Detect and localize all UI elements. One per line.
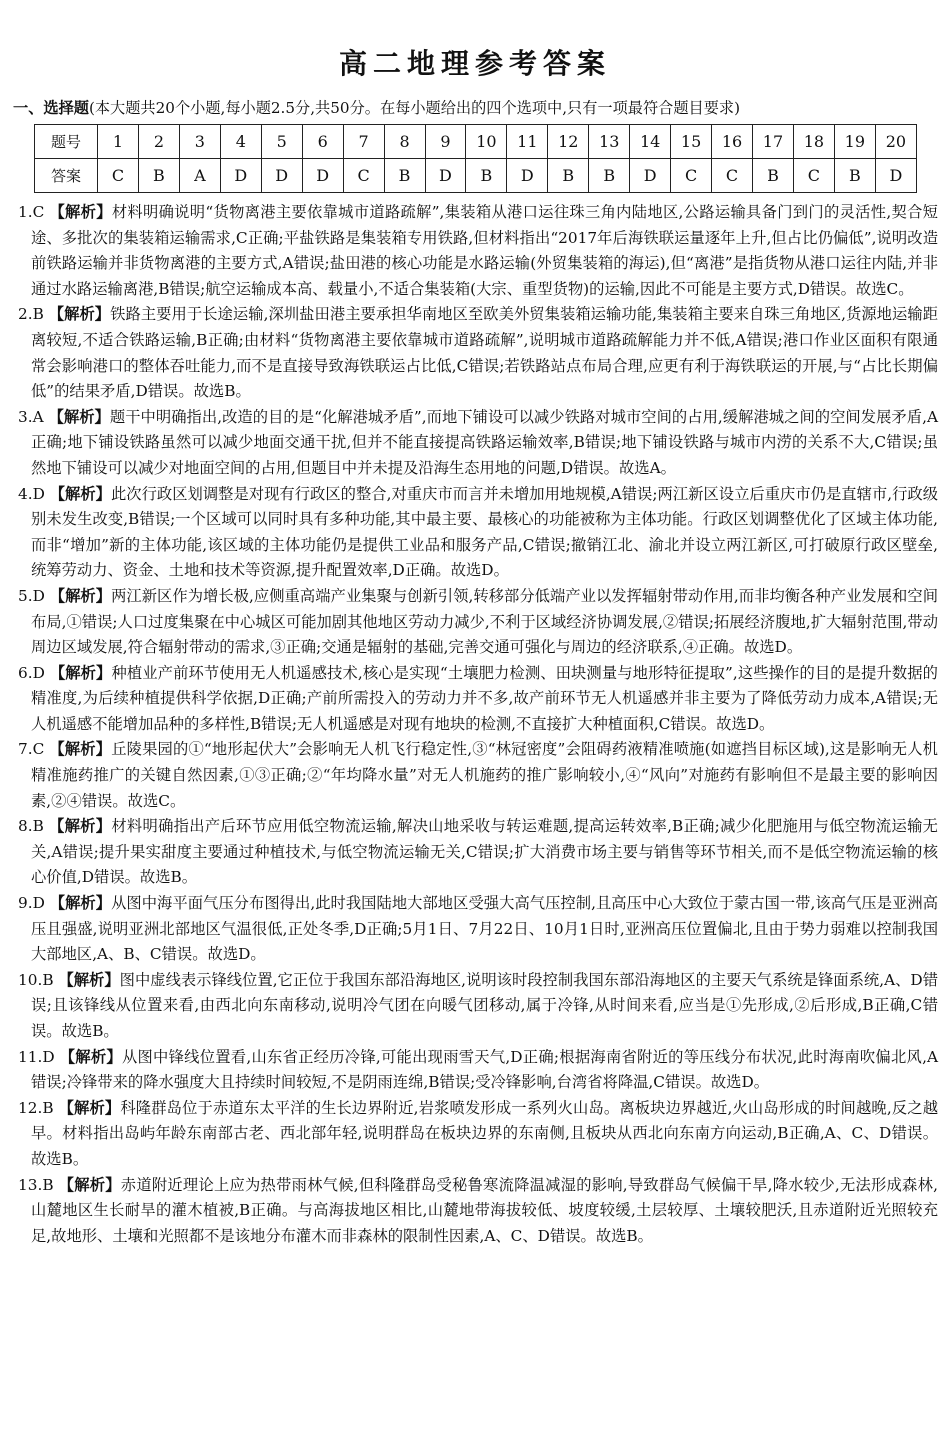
- analysis-tag: 【解析】: [48, 407, 110, 426]
- answer-cell: D: [507, 159, 548, 193]
- item-number: 8.B: [18, 817, 44, 836]
- answer-cell: B: [384, 159, 425, 193]
- row-header-number: 题号: [35, 125, 98, 159]
- answer-cell: C: [712, 159, 753, 193]
- answer-cell: D: [425, 159, 466, 193]
- explanations-list: [18, 200, 938, 1249]
- answer-cell: B: [834, 159, 875, 193]
- item-number: 7.C: [18, 740, 45, 759]
- explanation-item: [18, 584, 938, 661]
- explanation-item: [18, 737, 938, 814]
- answer-cell: D: [302, 159, 343, 193]
- answer-cell: C: [671, 159, 712, 193]
- question-number-row: [35, 125, 917, 159]
- item-number: 2.B: [18, 305, 44, 324]
- item-text: 从图中锋线位置看,山东省正经历冷锋,可能出现雨雪天气,D正确;根据海南省附近的等压线分布状况,此时海南吹偏北风,A错误;冷锋带来的降水强度大且持续时间较短,不是阴雨连绵,B错误;受冷锋影响,台湾省将降温,C错误。故选D。: [31, 1047, 938, 1092]
- question-number-cell: 7: [343, 125, 384, 159]
- question-number-cell: 15: [671, 125, 712, 159]
- item-number: 13.B: [18, 1175, 54, 1194]
- item-text: 图中虚线表示锋线位置,它正位于我国东部沿海地区,说明该时段控制我国东部沿海地区的主要天气系统是锋面系统,A、D错误;且该锋线从位置来看,由西北向东南移动,说明冷气团在向暖气团移动,属于冷锋,从时间来看,应当是①先形成,②后形成,B正确,C错误。故选B。: [31, 970, 938, 1040]
- explanation-item: [18, 482, 938, 584]
- item-number: 12.B: [18, 1098, 54, 1117]
- question-number-cell: 9: [425, 125, 466, 159]
- section-note: (本大题共20个小题,每小题2.5分,共50分。在每小题给出的四个选项中,只有一项最符合题目要求): [88, 99, 741, 117]
- explanation-item: [18, 1096, 938, 1173]
- answer-cell: C: [98, 159, 139, 193]
- row-header-answer: 答案: [35, 159, 98, 193]
- answer-cell: A: [179, 159, 220, 193]
- page-title: 高二地理参考答案: [338, 47, 611, 80]
- answer-cell: C: [793, 159, 834, 193]
- question-number-cell: 16: [712, 125, 753, 159]
- explanation-item: [18, 302, 938, 404]
- item-number: 10.B: [18, 970, 54, 989]
- explanation-item: [18, 1045, 938, 1096]
- item-number: 5.D: [18, 586, 45, 605]
- analysis-tag: 【解析】: [49, 586, 112, 605]
- explanation-item: [18, 661, 938, 738]
- analysis-tag: 【解析】: [58, 1098, 121, 1117]
- answer-cell: B: [753, 159, 794, 193]
- analysis-tag: 【解析】: [48, 305, 111, 324]
- question-number-cell: 2: [138, 125, 179, 159]
- question-number-cell: 17: [753, 125, 794, 159]
- question-number-cell: 11: [507, 125, 548, 159]
- explanation-item: [18, 405, 938, 482]
- item-text: 两江新区作为增长极,应侧重高端产业集聚与创新引领,转移部分低端产业以发挥辐射带动作用,而非均衡各种产业发展和空间布局,①错误;人口过度集聚在中心城区可能加剧其他地区劳动力减少,不利于区域经济协调发展,②错误;拓展经济腹地,扩大辐射范围,带动周边区域发展,符合辐射带动的需求,③正确;交通是辐射的基础,完善交通可强化与周边的经济联系,④正确。故选D。: [31, 586, 938, 657]
- analysis-tag: 【解析】: [58, 1175, 121, 1194]
- item-text: 铁路主要用于长途运输,深圳盐田港主要承担华南地区至欧美外贸集装箱运输功能,集装箱主要来自珠三角地区,货源地运输距离较短,不适合铁路运输,B正确;由材料“货物离港主要依靠城市道路疏解”,说明城市道路疏解能力并不低,A错误;港口作业区面积有限通常会影响港口的整体吞吐能力,而不是直接导致海铁联运占比低,C错误;若铁路站点布局合理,应更有利于海铁联运的开展,与“占比长期偏低”的结果矛盾,D错误。故选B。: [31, 305, 938, 401]
- answer-cell: C: [343, 159, 384, 193]
- item-text: 丘陵果园的①“地形起伏大”会影响无人机飞行稳定性,③“林冠密度”会阻碍药液精准喷施(如遮挡目标区域),这是影响无人机精准施药推广的关键自然因素,①③正确;②“年均降水量”对无人机施药的推广影响较小,④“风向”对施药有影响但不是最主要的影响因素,②④错误。故选C。: [31, 740, 938, 810]
- answer-cell: D: [261, 159, 302, 193]
- section-label: 一、选择题: [13, 99, 89, 117]
- analysis-tag: 【解析】: [49, 817, 112, 836]
- section-heading: [13, 97, 938, 118]
- item-text: 题干中明确指出,改造的目的是“化解港城矛盾”,而地下铺设可以减少铁路对城市空间的占用,缓解港城之间的空间发展矛盾,A正确;地下铺设铁路虽然可以减少地面交通干扰,但并不能直接提高铁路运输效率,B错误;地下铺设铁路与城市内涝的关系不大,C错误;虽然地下铺设可以减少对地面空间的占用,但题目中并未提及沿海生态用地的问题,D错误。故选A。: [31, 407, 938, 477]
- item-number: 1.C: [18, 203, 45, 221]
- question-number-cell: 8: [384, 125, 425, 159]
- analysis-tag: 【解析】: [59, 1047, 122, 1066]
- question-number-cell: 14: [630, 125, 671, 159]
- question-number-cell: 12: [548, 125, 589, 159]
- analysis-tag: 【解析】: [58, 970, 120, 989]
- answer-table: [34, 124, 917, 193]
- analysis-tag: 【解析】: [49, 894, 112, 913]
- explanation-item: [18, 968, 938, 1045]
- explanation-item: [18, 1173, 938, 1250]
- answer-cell: B: [589, 159, 630, 193]
- answer-cell: B: [548, 159, 589, 193]
- item-text: 科隆群岛位于赤道东太平洋的生长边界附近,岩浆喷发形成一系列火山岛。离板块边界越近,火山岛形成的时间越晚,反之越早。材料指出岛屿年龄东南部古老、西北部年轻,说明群岛在板块边界的东南侧,且板块从西北向东南方向运动,B正确,A、C、D错误。故选B。: [31, 1098, 938, 1168]
- item-number: 11.D: [18, 1047, 55, 1066]
- item-text: 赤道附近理论上应为热带雨林气候,但科隆群岛受秘鲁寒流降温减湿的影响,导致群岛气候偏干旱,降水较少,无法形成森林,山麓地区生长耐旱的灌木植被,B正确。与高海拔地区相比,山麓地带海拔较低、坡度较缓,土层较厚、土壤较肥沃,且赤道附近光照较充足,故地形、土壤和光照都不是该地分布灌木而非森林的限制性因素,A、C、D错误。故选B。: [31, 1175, 938, 1245]
- question-number-cell: 20: [875, 125, 916, 159]
- analysis-tag: 【解析】: [49, 663, 112, 682]
- analysis-tag: 【解析】: [49, 740, 112, 759]
- question-number-cell: 13: [589, 125, 630, 159]
- answer-cell: D: [220, 159, 261, 193]
- item-text: 种植业产前环节使用无人机遥感技术,核心是实现“土壤肥力检测、田块测量与地形特征提取”,这些操作的目的是提升数据的精准度,为后续种植提供科学依据,D正确;产前所需投入的劳动力并不多,故产前环节无人机遥感并非主要为了降低劳动力成本,A错误;无人机遥感不能增加品种的多样性,B错误;无人机遥感是对现有地块的检测,不直接扩大种植面积,C错误。故选D。: [31, 663, 938, 733]
- item-text: 材料明确说明“货物离港主要依靠城市道路疏解”,集装箱从港口运往珠三角内陆地区,公路运输具备门到门的灵活性,契合短途、多批次的集装箱运输需求,C正确;平盐铁路是集装箱专用铁路,但材料指出“2017年后海铁联运量逐年上升,但占比仍偏低”,说明改造前铁路运输并非货物离港的主要方式,A错误;盐田港的核心功能是水路运输(外贸集装箱的海运),但“离港”是指货物从港口运往内陆,并非通过水路运输离港,B错误;航空运输成本高、载量小,不适合集装箱(大宗、重型货物)的运输,因此不可能是主要方式,D错误。故选C。: [31, 203, 938, 298]
- explanation-item: [18, 891, 938, 968]
- answer-cell: D: [630, 159, 671, 193]
- item-number: 3.A: [18, 407, 44, 426]
- question-number-cell: 1: [98, 125, 139, 159]
- item-number: 9.D: [18, 894, 45, 913]
- question-number-cell: 3: [179, 125, 220, 159]
- explanation-item: [18, 200, 938, 302]
- question-number-cell: 4: [220, 125, 261, 159]
- item-text: 此次行政区划调整是对现有行政区的整合,对重庆市而言并未增加用地规模,A错误;两江新区设立后重庆市仍是直辖市,行政级别未发生改变,B错误;一个区域可以同时具有多种功能,其中最主要、最核心的功能被称为主体功能。行政区划调整优化了区域主体功能,而非“增加”新的主体功能,该区域的主体功能仍是提供工业品和服务产品,C错误;撤销江北、渝北并设立两江新区,可打破原行政区壁垒,统筹劳动力、资金、土地和技术等资源,提升配置效率,D正确。故选D。: [31, 484, 938, 580]
- answer-row: [35, 159, 917, 193]
- item-number: 6.D: [18, 663, 45, 682]
- answer-cell: B: [138, 159, 179, 193]
- explanation-item: [18, 814, 938, 891]
- question-number-cell: 18: [793, 125, 834, 159]
- analysis-tag: 【解析】: [49, 484, 111, 503]
- analysis-tag: 【解析】: [49, 203, 112, 221]
- answer-cell: B: [466, 159, 507, 193]
- item-number: 4.D: [18, 484, 45, 503]
- question-number-cell: 10: [466, 125, 507, 159]
- item-text: 从图中海平面气压分布图得出,此时我国陆地大部地区受强大高气压控制,且高压中心大致位于蒙古国一带,该高气压是亚洲高压且强盛,说明亚洲北部地区气温很低,正处冬季,D正确;5月1日、7月22日、10月1日时,亚洲高压位置偏北,且由于势力弱难以控制我国大部地区,A、B、C错误。故选D。: [31, 894, 938, 964]
- item-text: 材料明确指出产后环节应用低空物流运输,解决山地采收与转运难题,提高运转效率,B正确;减少化肥施用与低空物流运输无关,A错误;提升果实甜度主要通过种植技术,与低空物流运输无关,C错误;扩大消费市场主要与销售等环节相关,而不是低空物流运输的核心价值,D错误。故选B。: [31, 817, 938, 887]
- question-number-cell: 5: [261, 125, 302, 159]
- answer-cell: D: [875, 159, 916, 193]
- question-number-cell: 19: [834, 125, 875, 159]
- question-number-cell: 6: [302, 125, 343, 159]
